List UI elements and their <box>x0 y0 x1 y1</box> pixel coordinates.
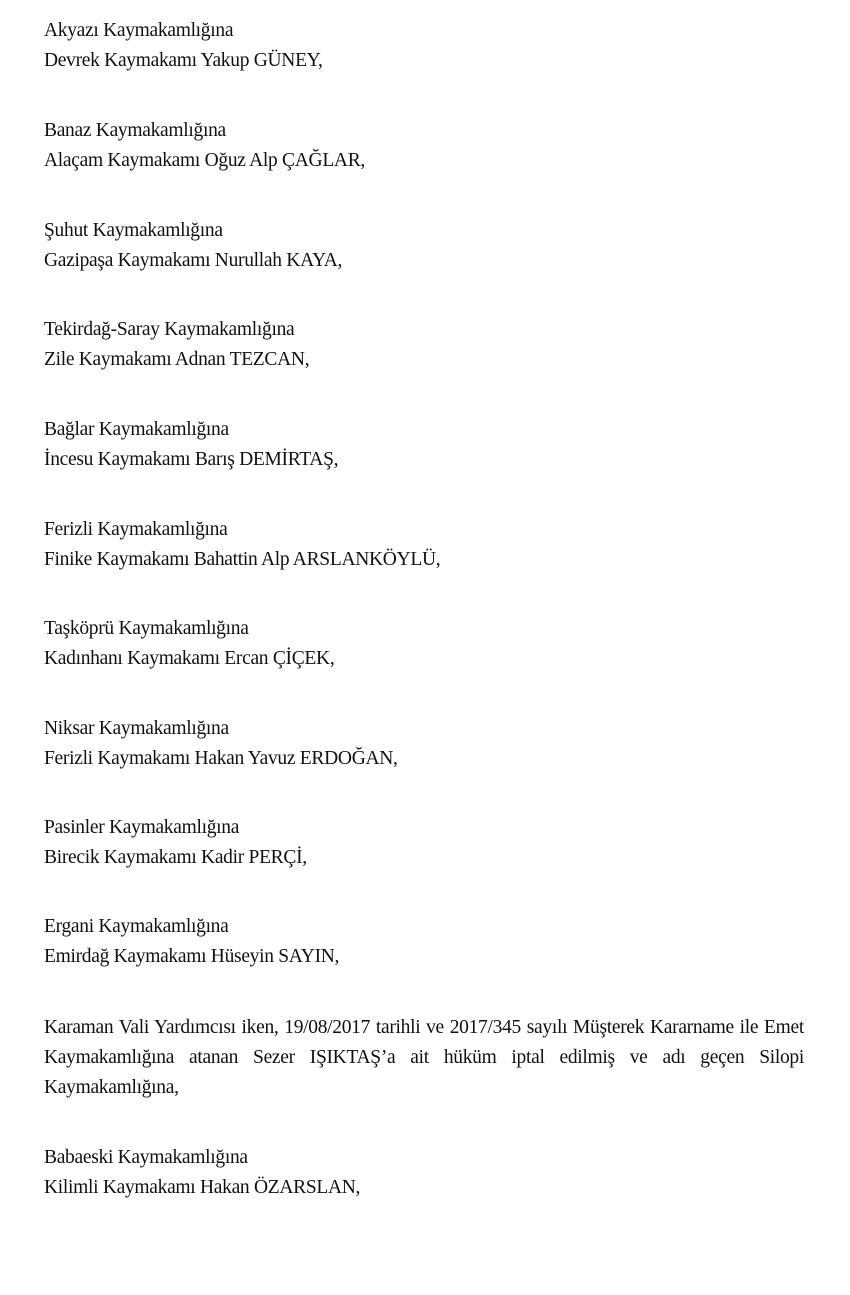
appointment-entry <box>44 714 814 774</box>
post-line: Ergani Kaymakamlığına <box>44 916 229 937</box>
appointee-line: Zile Kaymakamı Adnan TEZCAN, <box>44 349 310 370</box>
appointee-line: Kadınhanı Kaymakamı Ercan ÇİÇEK, <box>44 648 335 669</box>
appointee-line: Devrek Kaymakamı Yakup GÜNEY, <box>44 50 323 71</box>
post-line: Babaeski Kaymakamlığına <box>44 1147 248 1168</box>
appointment-entry <box>44 216 814 276</box>
appointee-line: Alaçam Kaymakamı Oğuz Alp ÇAĞLAR, <box>44 150 365 171</box>
post-line: Şuhut Kaymakamlığına <box>44 220 223 241</box>
appointment-entry <box>44 315 814 375</box>
appointee-line: Emirdağ Kaymakamı Hüseyin SAYIN, <box>44 946 340 967</box>
post-line: Banaz Kaymakamlığına <box>44 120 226 141</box>
post-line: Niksar Kaymakamlığına <box>44 718 229 739</box>
appointment-entry <box>44 16 814 76</box>
post-line: Tekirdağ-Saray Kaymakamlığına <box>44 319 295 340</box>
appointment-entry <box>44 614 814 674</box>
appointment-entry <box>44 1143 814 1203</box>
appointee-line: Birecik Kaymakamı Kadir PERÇİ, <box>44 847 307 868</box>
appointee-line: Ferizli Kaymakamı Hakan Yavuz ERDOĞAN, <box>44 748 398 769</box>
appointment-entry <box>44 116 814 176</box>
post-line: Taşköprü Kaymakamlığına <box>44 618 249 639</box>
appointee-line: Gazipaşa Kaymakamı Nurullah KAYA, <box>44 250 343 271</box>
appointee-line: İncesu Kaymakamı Barış DEMİRTAŞ, <box>44 449 339 470</box>
appointment-entry <box>44 813 814 873</box>
post-line: Pasinler Kaymakamlığına <box>44 817 240 838</box>
appointment-entry <box>44 415 814 475</box>
post-line: Bağlar Kaymakamlığına <box>44 419 229 440</box>
appointment-entry <box>44 912 814 972</box>
post-line: Ferizli Kaymakamlığına <box>44 519 228 540</box>
post-line: Akyazı Kaymakamlığına <box>44 20 234 41</box>
appointee-line: Finike Kaymakamı Bahattin Alp ARSLANKÖYLÜ, <box>44 549 441 570</box>
appointee-line: Kilimli Kaymakamı Hakan ÖZARSLAN, <box>44 1177 361 1198</box>
appointment-entry <box>44 515 814 575</box>
annulment-paragraph: Karaman Vali Yardımcısı iken, 19/08/2017 tarihli ve 2017/345 sayılı Müşterek Kararname ile Emet Kaymakamlığına atanan Sezer IŞIKTAŞ’a ait hüküm iptal edilmiş ve adı geçen Silopi Kaymakamlığına, <box>44 1017 804 1098</box>
